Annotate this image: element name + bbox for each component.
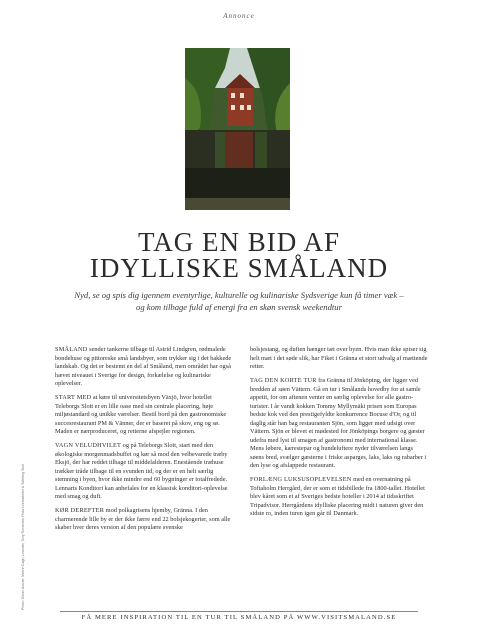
paragraph-text: med en overnatning på Toftaholm Herrgård, der er som et tidsbillede fra 1800-tallet. Hotellet blev kåret som et af Sveriges bedste hoteller i 2014 af tidsskriftet Tripadvisor. Herrgårdens idylliske placering midt i naturen giver den sidste ro, inden turen igen går til Danmark. — [250, 476, 425, 517]
paragraph — [55, 394, 233, 437]
footer-link-text: FÅ MERE INSPIRATION TIL EN TUR TIL SMÅLAND PÅ WWW.VISITSMALAND.SE — [81, 614, 397, 621]
paragraph-text: bolsjestang, og duften hænger tæt over byen. Hvis man ikke spiser sig helt mæt i det søde slik, har Fiket i Gränna et stort udvalg af mættende retter. — [250, 346, 428, 370]
paragraph-text: fra Gränna til Jönköping, der ligger ved bredden af søen Vättern. Gå en tur i Smålands hovedby for at samle appetit, for om aftenen venter en særlig oplevelse for alle gastro-turister. I år vandt kokken Tommy Myllymäki prisen som Europas bedste kok ved den prestigefyldte konkurrence Bocuse d'Or, og til daglig står han bag restauranten Sjön, som ligger med udsigt over Vättern. Sjön er blevet et mødested for Jönköpings borgere og gæster udefra med lyst til smagen af gastronomi med international klasse. Mens løbere, kærestepar og hundeluftere nyder tilværelsen langs søens bred, svælger gæsterne i friske asparges, laks, laks og rabarber i den lyse og afslappede restaurant. — [250, 377, 427, 469]
paragraph-text: mod polkagrisens hjemby, Gränna. I den charmerende lille by er der ikke færre end 22 bolsjekogerier, som alle skaber hver deres version af den populære svenske — [55, 507, 231, 531]
canal-photo-image — [185, 48, 290, 210]
right-column — [250, 346, 428, 524]
paragraph-text: sender tankerne tilbage til Astrid Lindgren, rødmalede bondehuse og pittoreske små landsbyer, som trykker sig i det bakkede landskab. Og det er bestemt en del af Småland, men området har også hævet niveauet i Sverige for design, forkælelse og kulinariske oplevelser. — [55, 346, 232, 387]
paragraph — [250, 476, 428, 519]
headline-line-1: TAG EN BID AF — [137, 227, 341, 257]
headline-line-2: IDYLLISKE SMÅLAND — [89, 253, 389, 283]
paragraph-lead: SMÅLAND — [55, 346, 88, 353]
footer-divider — [60, 611, 418, 612]
paragraph — [250, 346, 428, 372]
paragraph-lead: TAG DEN KORTE TUR — [250, 377, 317, 384]
canal-photo — [185, 48, 290, 210]
paragraph-text: og på Teleborgs Slott, start med den økologiske morgenmadsbuffet og kør så mod den velbevarede træby Eksjö, der har reddet tilbage til middelalderen. Enestående træhuse trækker tråde tilbage til en svunden tid, og der er en helt særlig stemning i byen, hvor ikke mindre end 60 bygninger er totalfredede. Lennarts Konditori kan anbefales for en klassisk konditori-oplevelse med smag og duft. — [55, 442, 228, 500]
intro-text: Nyd, se og spis dig igennem eventyrlige, kulturelle og kulinariske Sydsverige kun få timer væk – og kom tilbage fuld af energi fra en skøn svensk weekendtur — [74, 290, 404, 312]
photo-credit: Photo: Göran Assner, Marvin Dagh, Leander, Tony Tornström, Frida Linnéadotter & Tolleking Slott — [21, 464, 25, 610]
paragraph-lead: START MED — [55, 394, 92, 401]
paragraph-lead: KØR DEREFTER — [55, 507, 105, 514]
paragraph — [55, 507, 233, 533]
paragraph-text: at køre til universitetsbyen Växjö, hvor hotellet Teleborgs Slott er en lille oase med sin centrale placering, høje miljøstandard og unikke værelser. Bestil bord på den gastronomiske succesrestaurant PM & Vänner, der er baseret på skov, eng og sø. Maden er nærproduceret, og retterne afspejler regionen. — [55, 394, 227, 435]
left-column — [55, 346, 233, 538]
paragraph — [55, 346, 233, 389]
headline — [0, 229, 478, 281]
paragraph-lead: FORLÆNG LUKSUSOPLEVELSEN — [250, 476, 352, 483]
paragraph-lead: VAGN VELUDHVILET — [55, 442, 122, 449]
paragraph — [250, 377, 428, 471]
paragraph — [55, 442, 233, 502]
annonce-label: Annonce — [223, 12, 255, 20]
